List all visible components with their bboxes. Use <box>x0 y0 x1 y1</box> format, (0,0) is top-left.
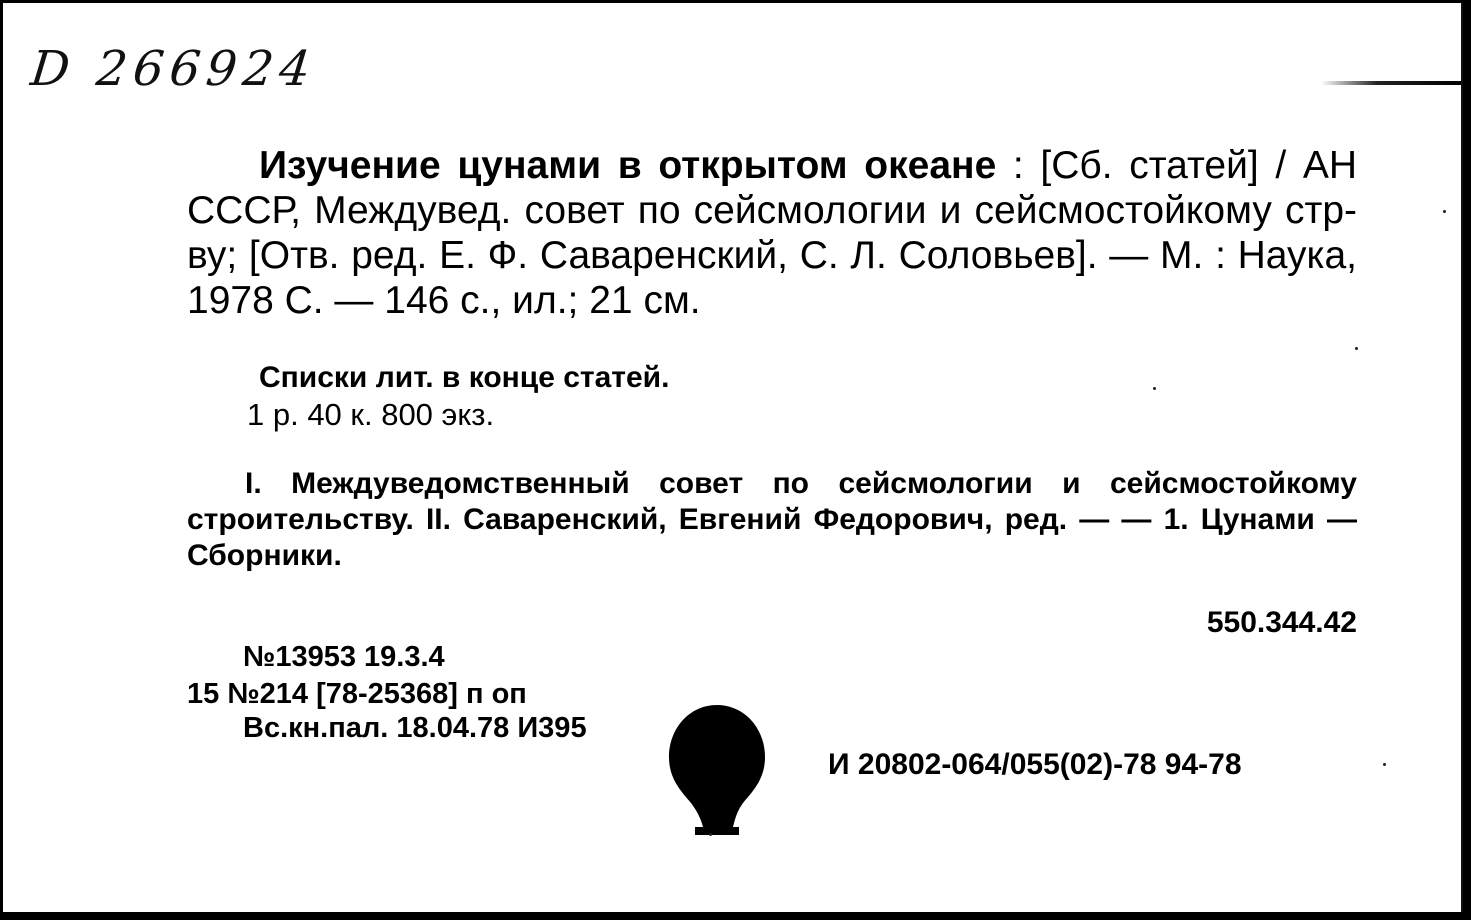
tracings: I. Междуведомственный совет по сейсмологии и сейсмостойкому строительству. II. Саваренский, Евгений Федорович, ред. — — 1. Цунами — Сборники. <box>187 467 1357 572</box>
registration-line: 15 №214 [78-25368] п оп <box>187 678 527 710</box>
handwritten-call-number: D 266924 <box>28 41 319 97</box>
bibliographic-description: : [Сб. статей] / АН СССР, Междувед. совет по сейсмологии и сейсмостойкому стр-ву; [Отв. ред. Е. Ф. Саваренский, С. Л. Соловьев]. — М. : Наука, 1978 С. — 146 с., ил.; 21 см. <box>187 144 1357 322</box>
catalog-card <box>3 3 1463 912</box>
book-chamber-line: Вс.кн.пал. 18.04.78 И395 <box>243 712 587 744</box>
udc-code: 550.344.42 <box>1206 606 1357 639</box>
speck <box>709 833 712 836</box>
bibliography-note: Списки лит. в конце статей. <box>259 361 670 394</box>
scan-mark <box>1321 81 1461 85</box>
main-entry <box>187 143 1357 323</box>
speck <box>1355 347 1358 350</box>
price-note: 1 р. 40 к. 800 экз. <box>247 397 495 432</box>
speck <box>1153 387 1156 390</box>
book-title: Изучение цунами в открытом океане <box>259 144 997 187</box>
isbn-code: И 20802-064/055(02)-78 94-78 <box>828 748 1242 781</box>
record-number: №13953 19.3.4 <box>243 641 445 673</box>
punch-hole <box>667 699 767 839</box>
speck <box>1383 763 1386 766</box>
speck <box>1443 210 1446 213</box>
